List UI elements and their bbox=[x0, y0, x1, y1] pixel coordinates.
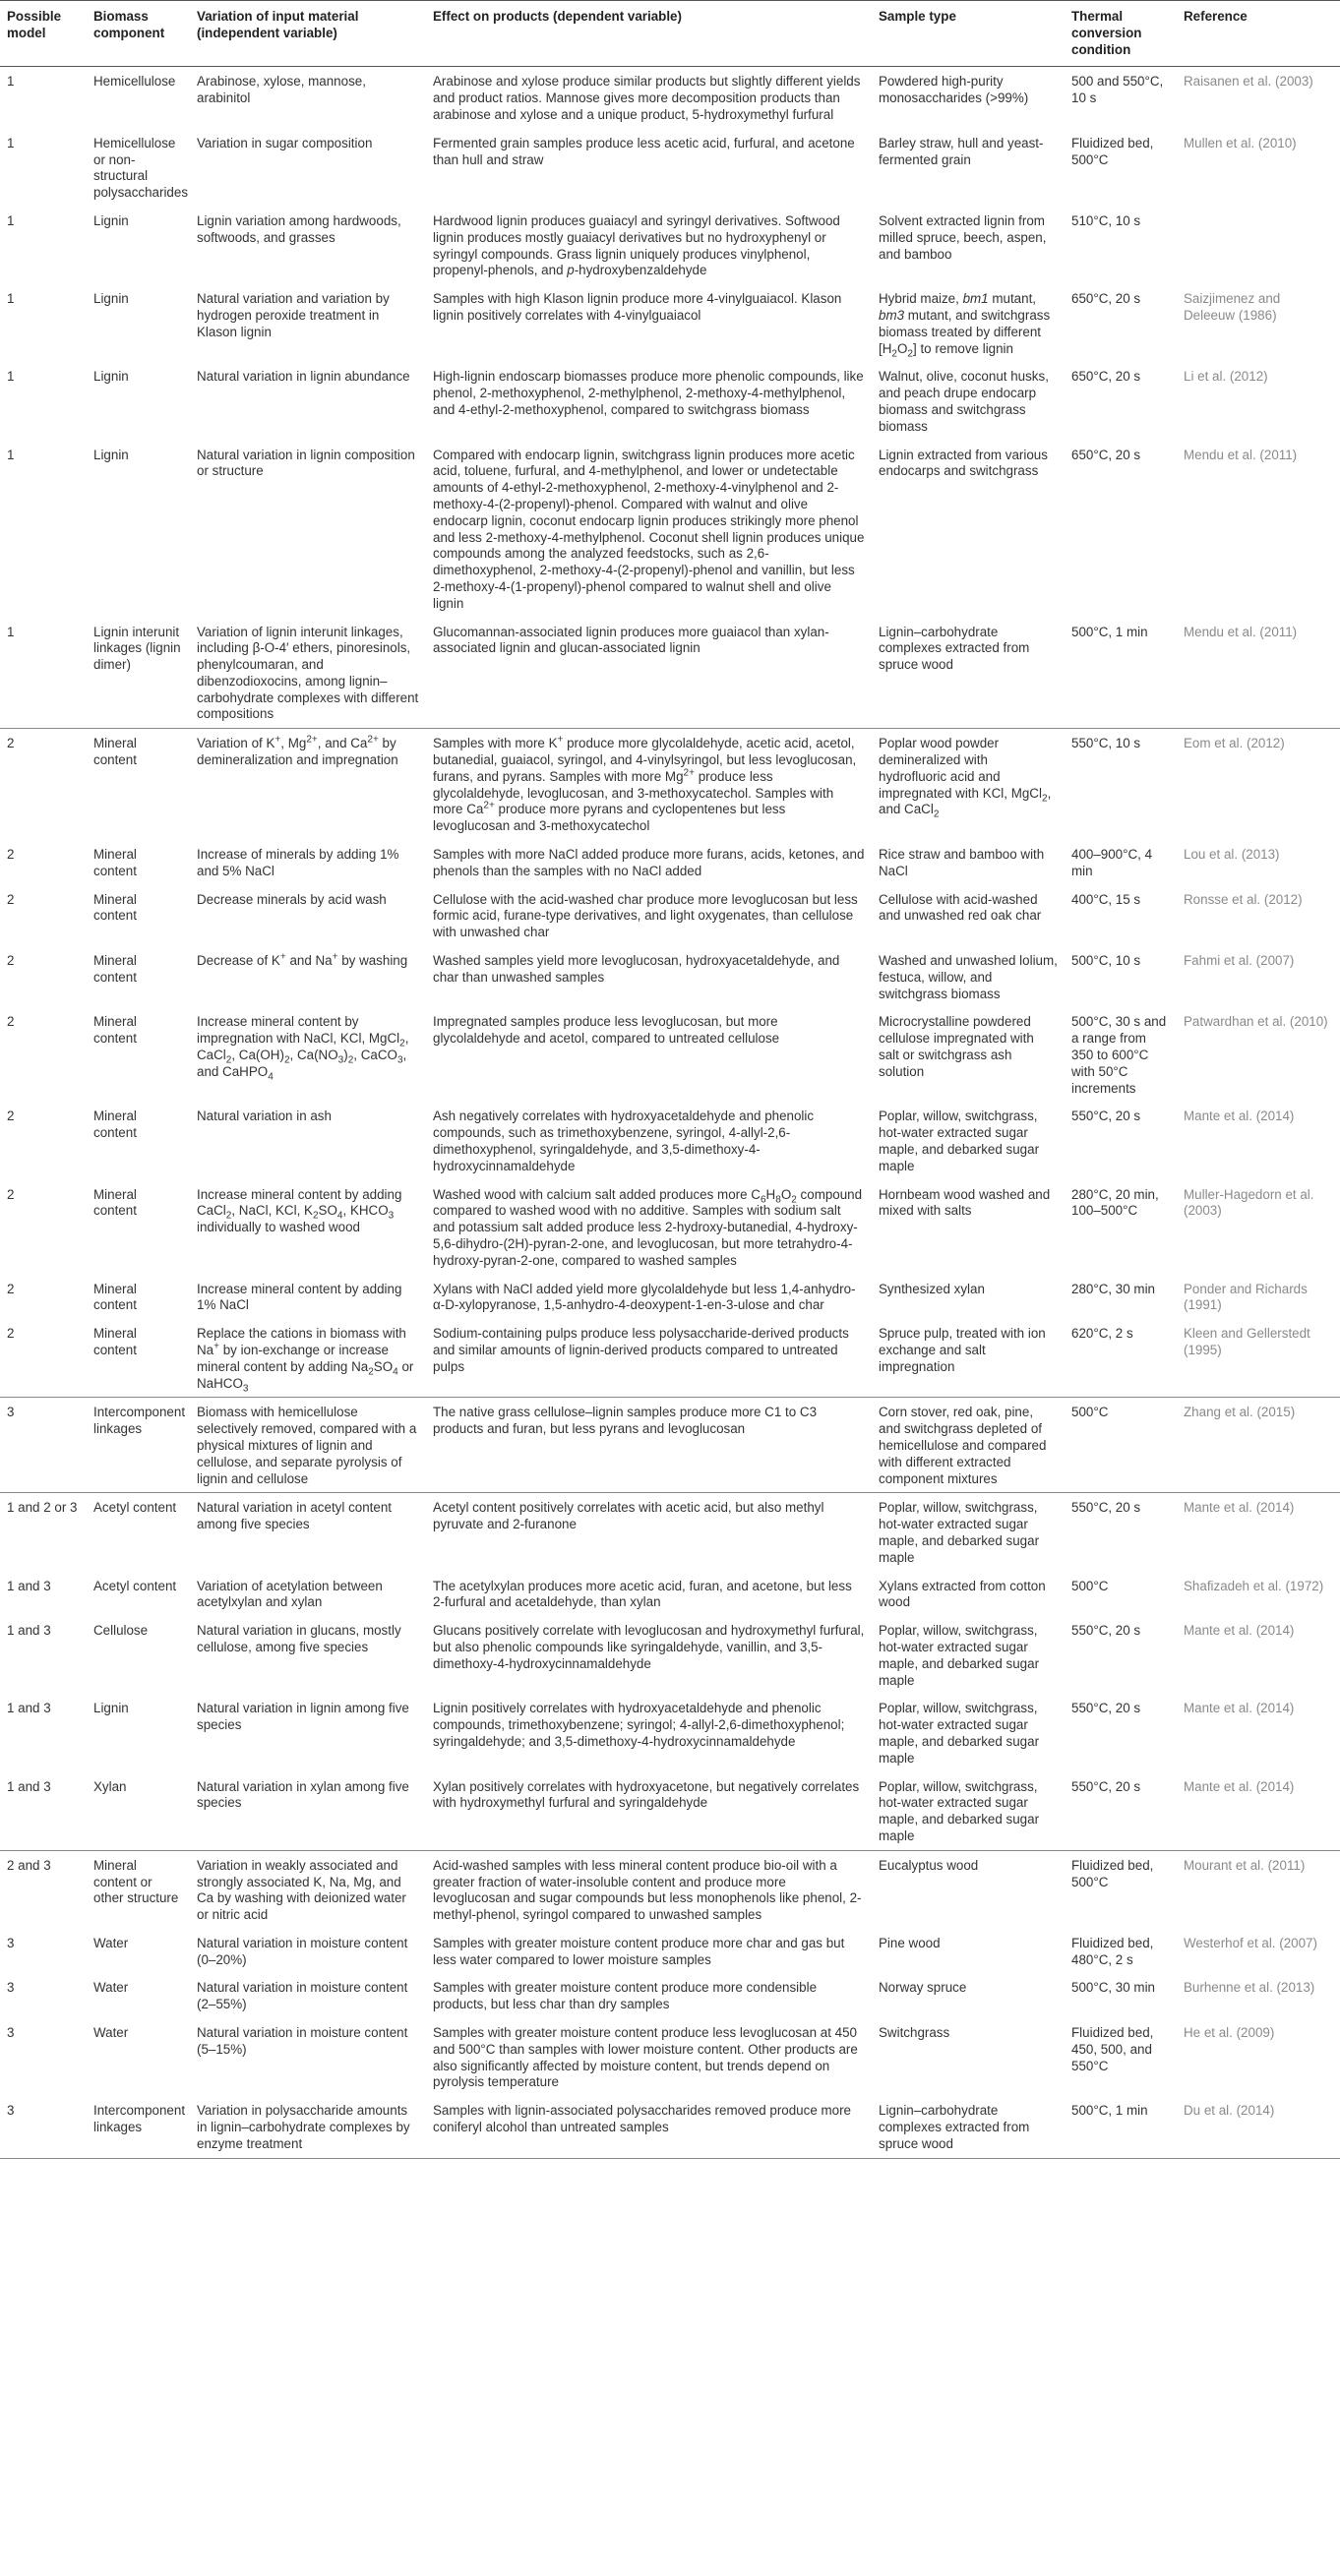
cell-sample-type: Microcrystalline powdered cellulose impregnated with salt or switchgrass ash solution bbox=[879, 1014, 1034, 1079]
cell-variation: Biomass with hemicellulose selectively removed, compared with a physical mixtures of lignin and cellulose, and separate pyrolysis of lignin and cellulose bbox=[190, 1398, 426, 1493]
cell-possible-model: 1 bbox=[7, 624, 15, 639]
cell-sample-type: Spruce pulp, treated with ion exchange and salt impregnation bbox=[879, 1326, 1046, 1374]
cell-variation: Natural variation in moisture content (5–15%) bbox=[197, 2025, 408, 2057]
cell-possible-model: 2 and 3 bbox=[0, 1850, 87, 1929]
cell-possible-model: 3 bbox=[7, 1980, 15, 1996]
cell-reference: Westerhof et al. (2007) bbox=[1184, 1935, 1317, 1950]
cell-biomass-component: Lignin bbox=[93, 447, 129, 462]
cell-variation: Decrease of K+ and Na+ by washing bbox=[197, 951, 408, 969]
cell-thermal-condition: 550°C, 20 s bbox=[1071, 1701, 1141, 1716]
cell-reference: Mante et al. (2014) bbox=[1184, 1778, 1295, 1794]
cell-effect: Acetyl content positively correlates with acetic acid, but also methyl pyruvate and 2-furanone bbox=[426, 1493, 872, 1572]
cell-thermal-condition: 280°C, 20 min, 100–500°C bbox=[1071, 1186, 1159, 1219]
cell-thermal-condition: 550°C, 20 s bbox=[1071, 1623, 1141, 1639]
cell-sample-type: Barley straw, hull and yeast-fermented grain bbox=[879, 135, 1044, 167]
cell-possible-model: 2 bbox=[7, 1326, 15, 1342]
cell-biomass-component: Mineral content bbox=[93, 847, 137, 878]
cell-possible-model: 3 bbox=[0, 1398, 87, 1493]
cell-biomass-component: Water bbox=[93, 1935, 129, 1950]
cell-sample-type: Norway spruce bbox=[879, 1980, 967, 1996]
table-row bbox=[0, 67, 1340, 129]
cell-sample-type: Poplar wood powder demineralized with hydrofluoric acid and impregnated with KCl, MgCl$_2$, and CaCl$_2$ bbox=[872, 729, 1065, 840]
cell-reference: Mendu et al. (2011) bbox=[1184, 624, 1298, 639]
cell-sample-type: Cellulose with acid-washed and unwashed red oak char bbox=[879, 891, 1042, 924]
table-row bbox=[0, 1102, 1340, 1179]
cell-effect: Cellulose with the acid-washed char produce more levoglucosan but less formic acid, furane-type derivatives, and light oxygenates, than cellulose with unwashed char bbox=[433, 891, 858, 940]
cell-effect: Samples with greater moisture content produce more condensible products, but less char than dry samples bbox=[433, 1980, 818, 2012]
cell-effect: Samples with greater moisture content produce less levoglucosan at 450 and 500°C than samples with lower moisture content. Other products are also significantly affected by moisture content, but trends depend on pyrolysis temperature bbox=[433, 2025, 858, 2090]
table-row bbox=[0, 207, 1340, 284]
cell-biomass-component: Lignin bbox=[93, 369, 129, 385]
cell-biomass-component: Water bbox=[93, 1980, 129, 1996]
cell-thermal-condition: Fluidized bed, 500°C bbox=[1065, 1850, 1177, 1929]
table-row bbox=[0, 1275, 1340, 1320]
cell-possible-model: 2 bbox=[7, 1281, 15, 1296]
cell-thermal-condition: 400–900°C, 4 min bbox=[1071, 847, 1153, 878]
cell-thermal-condition: 650°C, 20 s bbox=[1071, 447, 1141, 462]
cell-sample-type: Walnut, olive, coconut husks, and peach drupe endocarp biomass and switchgrass biomass bbox=[879, 369, 1049, 434]
cell-thermal-condition: 550°C, 20 s bbox=[1071, 1108, 1141, 1124]
cell-thermal-condition: 500°C, 10 s bbox=[1071, 953, 1141, 969]
cell-biomass-component: Mineral content bbox=[93, 953, 137, 985]
cell-variation: Natural variation in xylan among five species bbox=[197, 1778, 409, 1811]
cell-possible-model: 2 bbox=[7, 891, 15, 907]
cell-biomass-component: Mineral content bbox=[87, 729, 190, 840]
cell-thermal-condition: 500°C, 30 min bbox=[1071, 1980, 1155, 1996]
cell-sample-type: Corn stover, red oak, pine, and switchgrass depleted of hemicellulose and compared with different extracted component mixtures bbox=[872, 1398, 1065, 1493]
cell-effect: Sodium-containing pulps produce less polysaccharide-derived products and similar amounts of lignin-derived products compared to untreated pulps bbox=[433, 1326, 849, 1374]
cell-thermal-condition: 500°C bbox=[1065, 1398, 1177, 1493]
cell-thermal-condition: 500 and 550°C, 10 s bbox=[1071, 74, 1164, 106]
cell-reference: Mante et al. (2014) bbox=[1184, 1108, 1295, 1124]
cell-sample-type: Hornbeam wood washed and mixed with salts bbox=[879, 1186, 1051, 1219]
table-row bbox=[0, 1929, 1340, 1974]
cell-effect: Samples with lignin-associated polysaccharides removed produce more coniferyl alcohol than untreated samples bbox=[426, 2096, 872, 2158]
cell-biomass-component: Intercomponent linkages bbox=[87, 2096, 190, 2158]
table-row bbox=[0, 1398, 1340, 1493]
cell-possible-model: 1 bbox=[7, 212, 15, 228]
table-row bbox=[0, 2096, 1340, 2158]
cell-reference: Muller-Hagedorn et al. (2003) bbox=[1184, 1186, 1314, 1219]
cell-biomass-component: Mineral content bbox=[93, 1108, 137, 1141]
header-effect-on-products: Effect on products (dependent variable) bbox=[426, 1, 872, 67]
cell-possible-model: 1 bbox=[7, 74, 15, 90]
table-row bbox=[0, 1850, 1340, 1929]
cell-effect: Xylans with NaCl added yield more glycolaldehyde but less 1,4-anhydro-α-D-xylopyranose, 1,5-anhydro-4-deoxypent-1-en-3-ulose and char bbox=[433, 1281, 856, 1313]
cell-effect: Lignin positively correlates with hydroxyacetaldehyde and phenolic compounds, trimethoxybenzene; syringol; 4-allyl-2,6-dimethoxyphenol; syringaldehyde; and 3,5-dimethoxy-4-hydroxycinnamaldehyde bbox=[433, 1701, 845, 1749]
table-row bbox=[0, 618, 1340, 729]
cell-biomass-component: Lignin bbox=[93, 1701, 129, 1716]
cell-reference: Lou et al. (2013) bbox=[1184, 847, 1280, 863]
cell-variation: Natural variation in glucans, mostly cellulose, among five species bbox=[197, 1623, 401, 1654]
cell-effect: Fermented grain samples produce less acetic acid, furfural, and acetone than hull and straw bbox=[433, 135, 855, 167]
cell-possible-model: 2 bbox=[7, 953, 15, 969]
cell-biomass-component: Acetyl content bbox=[87, 1493, 190, 1572]
cell-biomass-component: Mineral content bbox=[93, 1281, 137, 1313]
cell-variation: Natural variation in lignin among five species bbox=[197, 1701, 409, 1733]
table-row bbox=[0, 129, 1340, 207]
cell-thermal-condition: 550°C, 20 s bbox=[1071, 1778, 1141, 1794]
cell-effect: Glucomannan-associated lignin produces more guaiacol than xylan-associated lignin and glucan-associated lignin bbox=[433, 624, 829, 656]
cell-variation: Increase mineral content by adding CaCl$_2$, NaCl, KCl, $K_2SO_4$, $KHCO_3$ individually to washed wood bbox=[197, 1186, 402, 1235]
table-row bbox=[0, 362, 1340, 440]
cell-thermal-condition: 400°C, 15 s bbox=[1071, 891, 1141, 907]
header-possible-model: Possible model bbox=[0, 1, 87, 67]
table-row bbox=[0, 885, 1340, 946]
cell-sample-type: Poplar, willow, switchgrass, hot-water extracted sugar maple, and debarked sugar maple bbox=[879, 1701, 1040, 1766]
cell-effect: Samples with greater moisture content produce more char and gas but less water compared to lower moisture samples bbox=[433, 1935, 845, 1967]
cell-biomass-component: Cellulose bbox=[93, 1623, 149, 1639]
cell-possible-model: 2 bbox=[7, 847, 15, 863]
table-row bbox=[0, 1180, 1340, 1275]
cell-thermal-condition: 550°C, 20 s bbox=[1065, 1493, 1177, 1572]
table-header-row bbox=[0, 1, 1340, 67]
cell-biomass-component: Mineral content bbox=[93, 1186, 137, 1219]
cell-reference: Mante et al. (2014) bbox=[1184, 1701, 1295, 1716]
table-row bbox=[0, 946, 1340, 1007]
cell-thermal-condition: 500°C, 1 min bbox=[1071, 624, 1148, 639]
cell-reference: Kleen and Gellerstedt (1995) bbox=[1184, 1326, 1310, 1357]
cell-effect: Xylan positively correlates with hydroxyacetone, but negatively correlates with hydroxymethyl furfural and syringaldehyde bbox=[433, 1778, 860, 1811]
cell-effect: Samples with high Klason lignin produce more 4-vinylguaiacol. Klason lignin positively correlates with 4-vinylguaiacol bbox=[433, 291, 842, 323]
cell-possible-model: 1 and 3 bbox=[7, 1778, 51, 1794]
cell-effect: High-lignin endoscarp biomasses produce more phenolic compounds, like phenol, 2-methoxyphenol, 2-methylphenol, 2-methoxy-4-methylphenol, and 4-ethyl-2-methoxyphenol, compared to switchgrass biomass bbox=[433, 369, 864, 417]
cell-sample-type: Poplar, willow, switchgrass, hot-water extracted sugar maple, and debarked sugar maple bbox=[872, 1493, 1065, 1572]
cell-thermal-condition: 500°C, 30 s and a range from 350 to 600°C with 50°C increments bbox=[1071, 1014, 1167, 1096]
table-row bbox=[0, 284, 1340, 362]
cell-variation: Variation in polysaccharide amounts in lignin–carbohydrate complexes by enzyme treatment bbox=[190, 2096, 426, 2158]
header-thermal-conversion: Thermal conversion condition bbox=[1065, 1, 1177, 67]
cell-biomass-component: Intercomponent linkages bbox=[87, 1398, 190, 1493]
cell-possible-model: 1 bbox=[7, 369, 15, 385]
cell-sample-type: Washed and unwashed lolium, festuca, willow, and switchgrass biomass bbox=[879, 953, 1058, 1001]
cell-reference: Mante et al. (2014) bbox=[1177, 1493, 1340, 1572]
cell-effect: Glucans positively correlate with levoglucosan and hydroxymethyl furfural, but also phenolic compounds like syringaldehyde, vanillin, and 3,5-dimethoxy-4-hydroxycinnamaldehyde bbox=[433, 1623, 865, 1671]
cell-biomass-component: Lignin bbox=[93, 212, 129, 228]
cell-thermal-condition: 650°C, 20 s bbox=[1071, 369, 1141, 385]
table-row bbox=[0, 1772, 1340, 1851]
cell-possible-model: 3 bbox=[0, 2096, 87, 2158]
cell-variation: Variation of K+, $Mg^{2+}$, and $Ca^{2+}$ by demineralization and impregnation bbox=[190, 729, 426, 840]
cell-variation: Variation of acetylation between acetylxylan and xylan bbox=[197, 1578, 383, 1610]
cell-effect: Ash negatively correlates with hydroxyacetaldehyde and phenolic compounds, such as trimethoxybenzene, syringol, 4-allyl-2,6-dimethoxyphenol, syringaldehyde, and 3,5-dimethoxy-4-hydroxycinnamaldehyde bbox=[433, 1108, 815, 1173]
cell-thermal-condition: 650°C, 20 s bbox=[1071, 291, 1141, 307]
cell-reference: Mante et al. (2014) bbox=[1184, 1623, 1295, 1639]
cell-biomass-component: Water bbox=[93, 2025, 129, 2041]
cell-biomass-component: Hemicellulose bbox=[93, 74, 176, 90]
cell-variation: Arabinose, xylose, mannose, arabinitol bbox=[197, 74, 366, 106]
cell-variation: Increase of minerals by adding 1% and 5% NaCl bbox=[197, 847, 399, 878]
cell-sample-type: Poplar, willow, switchgrass, hot-water extracted sugar maple, and debarked sugar maple bbox=[879, 1623, 1040, 1688]
cell-thermal-condition: Fluidized bed, 480°C, 2 s bbox=[1071, 1935, 1154, 1967]
cell-reference: Mendu et al. (2011) bbox=[1184, 447, 1298, 462]
cell-reference: Mourant et al. (2011) bbox=[1177, 1850, 1340, 1929]
cell-biomass-component: Mineral content bbox=[93, 1014, 137, 1047]
cell-variation: Variation in weakly associated and strongly associated K, Na, Mg, and Ca by washing with deionized water or nitric acid bbox=[190, 1850, 426, 1929]
table-row bbox=[0, 729, 1340, 840]
table-row bbox=[0, 441, 1340, 618]
table-row bbox=[0, 1572, 1340, 1617]
cell-reference: Saizjimenez and Deleeuw (1986) bbox=[1184, 291, 1281, 323]
cell-reference: Burhenne et al. (2013) bbox=[1184, 1980, 1315, 1996]
cell-sample-type: Lignin extracted from various endocarps and switchgrass bbox=[879, 447, 1048, 479]
cell-thermal-condition: 620°C, 2 s bbox=[1071, 1326, 1133, 1342]
cell-effect: Samples with more NaCl added produce more furans, acids, ketones, and phenols than the samples with no NaCl added bbox=[433, 847, 865, 878]
cell-reference bbox=[1177, 207, 1340, 284]
cell-sample-type: Poplar, willow, switchgrass, hot-water extracted sugar maple, and debarked sugar maple bbox=[879, 1108, 1040, 1173]
cell-possible-model: 1 and 3 bbox=[7, 1701, 51, 1716]
cell-possible-model: 1 and 2 or 3 bbox=[0, 1493, 87, 1572]
cell-reference: Raisanen et al. (2003) bbox=[1184, 74, 1313, 90]
cell-reference: Shafizadeh et al. (1972) bbox=[1184, 1578, 1324, 1593]
cell-variation: Natural variation in ash bbox=[197, 1108, 332, 1124]
cell-biomass-component: Mineral content or other structure bbox=[87, 1850, 190, 1929]
cell-reference: Zhang et al. (2015) bbox=[1177, 1398, 1340, 1493]
cell-possible-model: 1 bbox=[7, 447, 15, 462]
cell-sample-type: Poplar, willow, switchgrass, hot-water extracted sugar maple, and debarked sugar maple bbox=[879, 1778, 1040, 1843]
cell-reference: He et al. (2009) bbox=[1184, 2025, 1275, 2041]
cell-effect: Hardwood lignin produces guaiacyl and syringyl derivatives. Softwood lignin produces mostly guaiacyl derivatives but no hydroxyphenyl or syringyl compounds. Grass lignin uniquely produces vinylphenol, propenyl-phenols, and p-hydroxybenzaldehyde bbox=[433, 212, 840, 278]
cell-possible-model: 1 and 3 bbox=[7, 1578, 51, 1593]
cell-thermal-condition: 500°C, 1 min bbox=[1065, 2096, 1177, 2158]
cell-variation: Lignin variation among hardwoods, softwoods, and grasses bbox=[197, 212, 401, 245]
table-row bbox=[0, 1694, 1340, 1771]
cell-biomass-component: Mineral content bbox=[93, 891, 137, 924]
table-row bbox=[0, 1493, 1340, 1572]
cell-effect: Acid-washed samples with less mineral content produce bio-oil with a greater fraction of water-insoluble content and produce more levoglucosan and sugar compounds but less monophenols like phenol, 2-methyl-phenol, syringol compared to unwashed samples bbox=[426, 1850, 872, 1929]
cell-variation: Natural variation and variation by hydrogen peroxide treatment in Klason lignin bbox=[197, 291, 390, 339]
cell-sample-type: Hybrid maize, bm1 mutant, bm3 mutant, and switchgrass biomass treated by different $[H_2O_2]$ to remove lignin bbox=[879, 291, 1051, 360]
cell-variation: Variation of lignin interunit linkages, including β-O-4′ ethers, pinoresinols, phenylcoumaran, and dibenzodioxocins, among lignin–carbohydrate complexes with different compositions bbox=[197, 624, 419, 722]
cell-reference: Du et al. (2014) bbox=[1177, 2096, 1340, 2158]
cell-thermal-condition: Fluidized bed, 450, 500, and 550°C bbox=[1071, 2025, 1154, 2073]
cell-thermal-condition: 510°C, 10 s bbox=[1071, 212, 1141, 228]
cell-possible-model: 1 bbox=[7, 291, 15, 307]
cell-effect: The acetylxylan produces more acetic acid, furan, and acetone, but less 2-furfural and acetaldehyde, than xylan bbox=[433, 1578, 852, 1610]
cell-possible-model: 3 bbox=[7, 1935, 15, 1950]
table-row bbox=[0, 1973, 1340, 2018]
cell-possible-model: 1 bbox=[7, 135, 15, 150]
cell-variation: Natural variation in lignin composition or structure bbox=[197, 447, 415, 479]
cell-reference: Fahmi et al. (2007) bbox=[1184, 953, 1295, 969]
cell-effect: Compared with endocarp lignin, switchgrass lignin produces more acetic acid, toluene, furfural, and 4-methylphenol, and lower or undetectable amounts of 4-ethyl-2-methoxyphenol, 2-methoxy-4-vinylphenol and 2-methoxy-4-(2-propenyl)-phenol. Compared with walnut and olive endocarp lignin, coconut endocarp lignin produces strikingly more phenol and less 2-methoxy-4-methylphenol. Coconut shell lignin produces unique compounds among the analyzed feedstocks, such as 2,6-dimethoxyphenol, 2-methoxy-4-(2-propenyl)-phenol and vanillin, but less 2-methoxy-4-(1-propenyl)-phenol compared to walnut shell and olive lignin bbox=[433, 447, 865, 611]
cell-sample-type: Xylans extracted from cotton wood bbox=[879, 1578, 1046, 1610]
cell-variation: Increase mineral content by adding 1% NaCl bbox=[197, 1281, 402, 1313]
cell-thermal-condition: 280°C, 30 min bbox=[1071, 1281, 1155, 1296]
table-row bbox=[0, 2018, 1340, 2096]
cell-effect: Arabinose and xylose produce similar products but slightly different yields and product ratios. Mannose gives more decomposition products than arabinose and xylose and a unique product, 5-hydroxymethyl furfural bbox=[433, 74, 861, 122]
cell-sample-type: Powdered high-purity monosaccharides (>99%) bbox=[879, 74, 1029, 106]
cell-reference: Patwardhan et al. (2010) bbox=[1184, 1014, 1328, 1030]
cell-sample-type: Synthesized xylan bbox=[879, 1281, 985, 1296]
header-variation-input: Variation of input material (independent variable) bbox=[190, 1, 426, 67]
cell-possible-model: 2 bbox=[7, 1108, 15, 1124]
header-reference: Reference bbox=[1177, 1, 1340, 67]
cell-sample-type: Lignin–carbohydrate complexes extracted from spruce wood bbox=[872, 2096, 1065, 2158]
cell-possible-model: 1 and 3 bbox=[7, 1623, 51, 1639]
table-body bbox=[0, 67, 1340, 2158]
cell-variation: Replace the cations in biomass with Na+ by ion-exchange or increase mineral content by adding $Na_2SO_4$ or NaHCO$_3$ bbox=[197, 1326, 414, 1395]
cell-variation: Natural variation in moisture content (2–55%) bbox=[197, 1980, 408, 2012]
cell-biomass-component: Hemicellulose or non-structural polysaccharides bbox=[93, 135, 189, 201]
cell-sample-type: Rice straw and bamboo with NaCl bbox=[879, 847, 1045, 878]
header-sample-type: Sample type bbox=[872, 1, 1065, 67]
table-row bbox=[0, 840, 1340, 885]
cell-sample-type: Pine wood bbox=[879, 1935, 941, 1950]
cell-variation: Natural variation in moisture content (0–20%) bbox=[197, 1935, 408, 1967]
cell-biomass-component: Lignin interunit linkages (lignin dimer) bbox=[93, 624, 181, 673]
cell-possible-model: 2 bbox=[0, 729, 87, 840]
cell-variation: Increase mineral content by impregnation with NaCl, KCl, MgCl$_2$, CaCl$_2$, $Ca(OH)_2$, $Ca(NO_3)_2$, CaCO$_3$, and CaHPO$_4$ bbox=[197, 1014, 409, 1083]
table-row bbox=[0, 1616, 1340, 1694]
cell-thermal-condition: 550°C, 10 s bbox=[1065, 729, 1177, 840]
cell-effect: Washed wood with calcium salt added produces more $C_6H_8O_2$ compound compared to washed wood with no additive. Samples with sodium salt and potassium salt added produce less 2-hydroxy-butanedial, 4-hydroxy-5,6-dihydro-(2H)-pyran-2-one, and levoglucosan, but more tetrahydro-4-hydroxy-pyran-2-one, compared to washed samples bbox=[433, 1186, 863, 1268]
cell-sample-type: Eucalyptus wood bbox=[872, 1850, 1065, 1929]
cell-reference: Eom et al. (2012) bbox=[1177, 729, 1340, 840]
cell-thermal-condition: 500°C bbox=[1071, 1578, 1109, 1593]
cell-effect: Impregnated samples produce less levoglucosan, but more glycolaldehyde and acetol, compared to untreated cellulose bbox=[433, 1014, 780, 1047]
cell-biomass-component: Acetyl content bbox=[93, 1578, 177, 1593]
cell-variation: Decrease minerals by acid wash bbox=[197, 891, 387, 907]
cell-sample-type: Solvent extracted lignin from milled spruce, beech, aspen, and bamboo bbox=[879, 212, 1047, 262]
cell-biomass-component: Xylan bbox=[93, 1778, 127, 1794]
cell-variation: Variation in sugar composition bbox=[197, 135, 373, 150]
header-biomass-component: Biomass component bbox=[87, 1, 190, 67]
cell-reference: Mullen et al. (2010) bbox=[1184, 135, 1297, 150]
table-row bbox=[0, 1319, 1340, 1398]
cell-reference: Ponder and Richards (1991) bbox=[1184, 1281, 1308, 1313]
cell-biomass-component: Lignin bbox=[93, 291, 129, 307]
cell-reference: Ronsse et al. (2012) bbox=[1184, 891, 1303, 907]
cell-possible-model: 3 bbox=[7, 2025, 15, 2041]
cell-possible-model: 2 bbox=[7, 1014, 15, 1030]
cell-variation: Natural variation in acetyl content among five species bbox=[190, 1493, 426, 1572]
cell-variation: Natural variation in lignin abundance bbox=[197, 369, 410, 385]
cell-effect: The native grass cellulose–lignin samples produce more C1 to C3 products and furan, but less pyrans and levoglucosan bbox=[426, 1398, 872, 1493]
cell-possible-model: 2 bbox=[7, 1186, 15, 1202]
table-row bbox=[0, 1007, 1340, 1102]
cell-effect: Samples with more K+ produce more glycolaldehyde, acetic acid, acetol, butanedial, guaiacol, syringol, and 4-vinylsyringol, but less levoglucosan, furans, and pyrans. Samples with more $Mg^{2+}$ produce less glycolaldehyde, levoglucosan, and 3-methoxycatechol. Samples with more $Ca^{2+}$ produce more pyrans and cyclopentenes but less levoglucosan and 3-methoxycatechol bbox=[426, 729, 872, 840]
cell-reference: Li et al. (2012) bbox=[1184, 369, 1268, 385]
cell-effect: Washed samples yield more levoglucosan, hydroxyacetaldehyde, and char than unwashed samples bbox=[433, 953, 840, 985]
cell-thermal-condition: Fluidized bed, 500°C bbox=[1071, 135, 1154, 167]
cell-sample-type: Lignin–carbohydrate complexes extracted from spruce wood bbox=[879, 624, 1030, 673]
cell-sample-type: Switchgrass bbox=[879, 2025, 950, 2041]
cell-biomass-component: Mineral content bbox=[93, 1326, 137, 1357]
